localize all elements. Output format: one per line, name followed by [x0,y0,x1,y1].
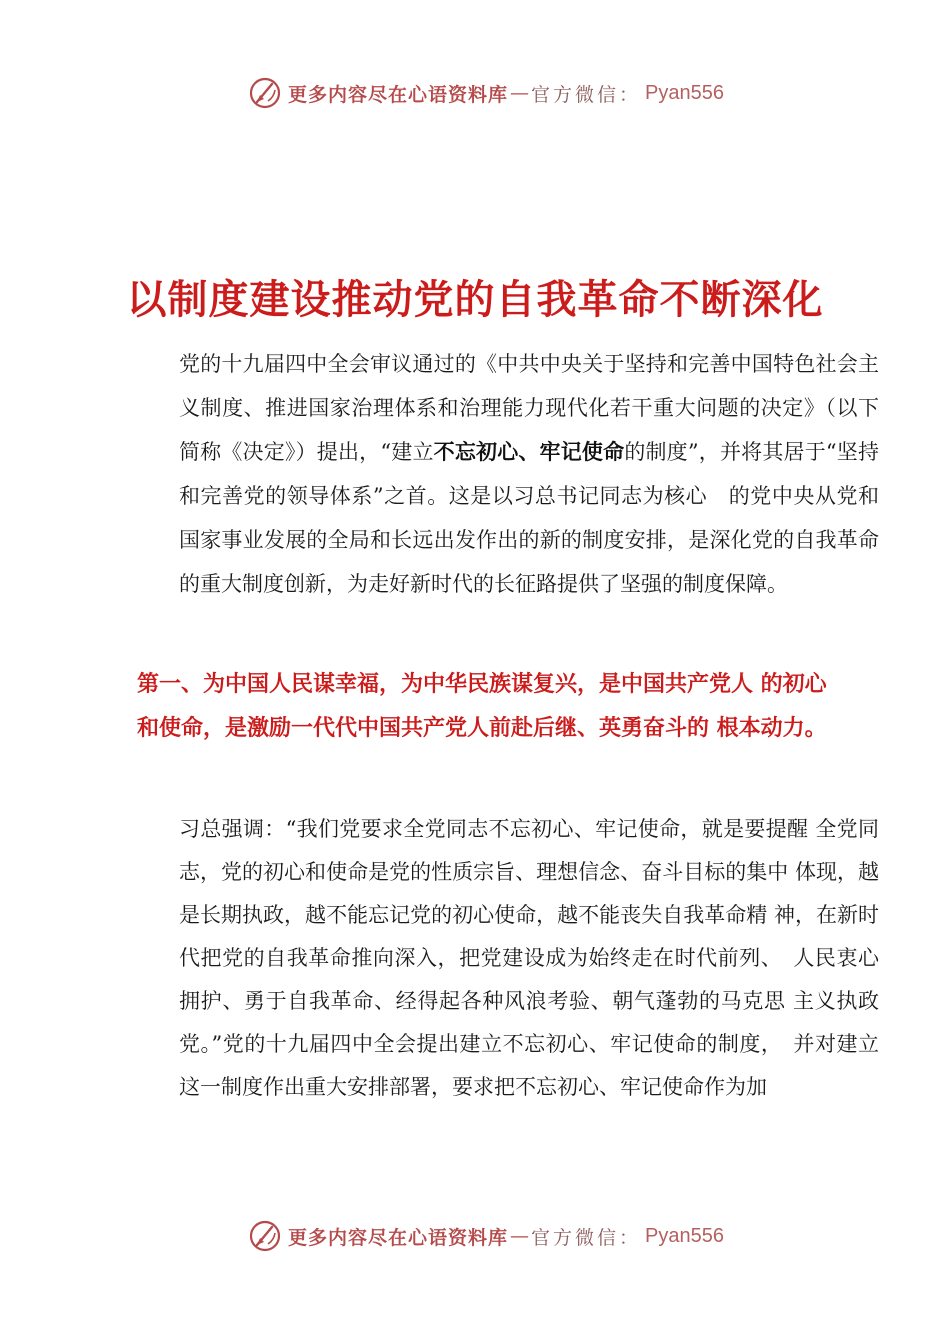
banner-brand-text: 更多内容尽在心语资料库 [288,1226,509,1249]
intro-paragraph-part-a: 党的十九届四中全会审议通过的《中共中央关于坚持和完善中国特色社会主义制度、推进国家治理体系和治理能力现代化若干重大问题的决定》（以下简称《决定》）提出，“建立 [179,352,879,464]
intro-paragraph [137,342,879,606]
intro-paragraph-bold: 不忘初心、牢记使命 [433,439,625,464]
intro-paragraph-part-b: 的制度”，并将其居于“坚持和完善党的领导体系”之首。这是以习总书记同志为核心 的党中央从党和国家事业发展的全局和长远出发作出的新的制度安排，是深化党的自我革命的重大制度创新，为走好新时代的长征路提供了坚强的制度保障。 [179,440,879,596]
banner-wechat-id: Pyan556 [645,81,724,104]
header-watermark-banner [248,73,724,113]
banner-wechat-id: Pyan556 [645,1224,724,1247]
banner-separator: — [510,82,530,104]
banner-wechat-label: 官方微信： [531,1226,642,1249]
document-title: 以制度建设推动党的自我革命不断深化 [126,276,824,323]
banner-brand-text: 更多内容尽在心语资料库 [288,83,509,106]
pen-logo-icon [248,76,282,110]
banner-wechat-label: 官方微信： [531,83,642,106]
banner-separator: — [510,1225,530,1247]
pen-logo-icon [248,1219,282,1253]
body-paragraph-2: 习总强调：“我们党要求全党同志不忘初心、牢记使命，就是要提醒 全党同志，党的初心和使命是党的性质宗旨、理想信念、奋斗目标的集中 体现，越是长期执政，越不能忘记党的初心使命，越不能丧失自我革命精 神，在新时代把党的自我革命推向深入，把党建设成为始终走在时代前列、 人民衷心拥护、勇于自我革命、经得起各种风浪考验、朝气蓬勃的马克思 主义执政党。”党的十九届四中全会提出建立不忘初心、牢记使命的制度， 并对建立这一制度作出重大安排部署，要求把不忘初心、牢记使命作为加 [179,817,879,1099]
footer-watermark-banner [248,1216,724,1256]
section-heading-1: 第一、为中国人民谋幸福，为中华民族谋复兴，是中国共产党人 的初心和使命，是激励一代代中国共产党人前赴后继、英勇奋斗的 根本动力。 [137,671,827,741]
